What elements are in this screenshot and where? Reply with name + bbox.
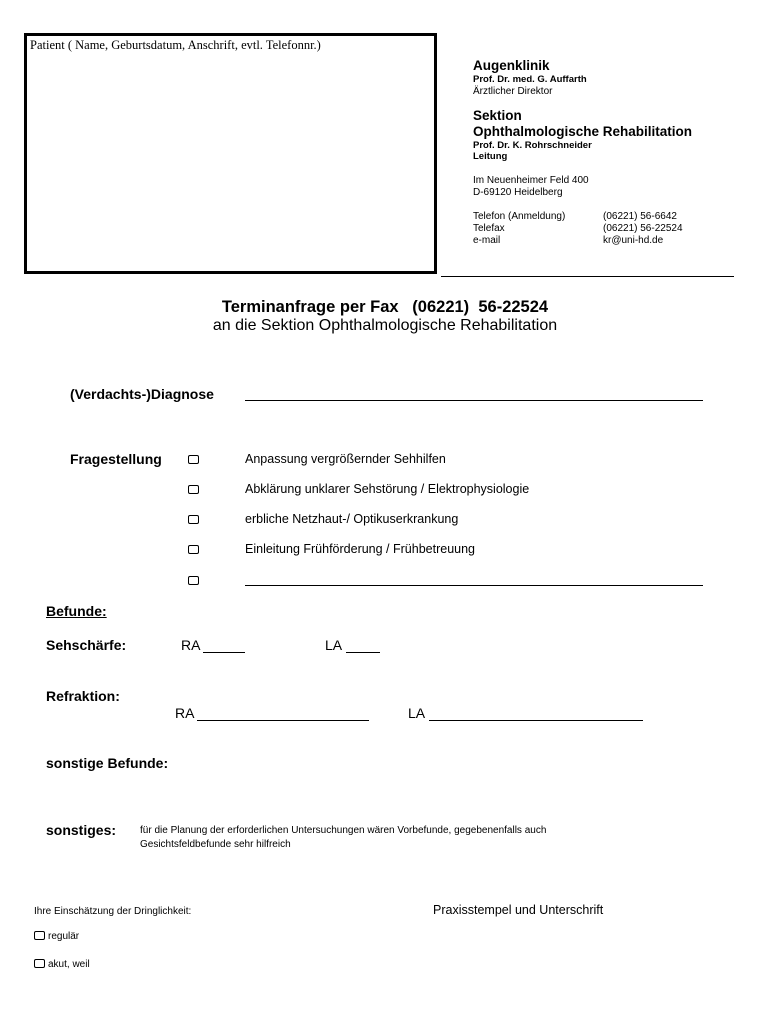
acuity-label: Sehschärfe: <box>46 637 127 653</box>
form-subtitle: an die Sektion Ophthalmologische Rehabilitation <box>212 317 558 334</box>
acuity-la-input-line[interactable] <box>346 652 380 653</box>
misc-text-line-1: für die Planung der erforderlichen Untersuchungen wären Vorbefunde, gegebenenfalls auch <box>140 825 547 836</box>
checkbox-other[interactable] <box>188 576 199 585</box>
section-name: Ophthalmologische Rehabilitation <box>473 123 693 139</box>
address-line-2: D-69120 Heidelberg <box>473 186 563 198</box>
checkbox-early-intervention[interactable] <box>188 545 199 554</box>
clinic-header <box>473 58 692 247</box>
contact-key: e-mail <box>473 234 501 246</box>
contact-phone <box>473 211 692 223</box>
other-question-input-line[interactable] <box>245 585 703 586</box>
option-label: Abklärung unklarer Sehstörung / Elektrophysiologie <box>245 482 530 496</box>
urgency-option-label: regulär <box>48 931 80 942</box>
refraction-ra-input-line[interactable] <box>197 720 369 721</box>
refraction-label: Refraktion: <box>46 688 120 704</box>
other-findings-label: sonstige Befunde: <box>46 755 169 771</box>
contact-value: kr@uni-hd.de <box>603 234 664 246</box>
diagnosis-label: (Verdachts-)Diagnose <box>70 386 214 402</box>
acuity-ra-input-line[interactable] <box>203 652 245 653</box>
section-word: Sektion <box>473 107 522 123</box>
contact-key: Telefon (Anmeldung) <box>473 210 566 222</box>
checkbox-hereditary-disease[interactable] <box>188 515 199 524</box>
contact-fax <box>473 223 692 235</box>
contact-value: (06221) 56-22524 <box>603 222 683 234</box>
contact-email <box>473 235 692 247</box>
patient-info-box[interactable] <box>24 33 437 274</box>
section-head: Prof. Dr. K. Rohrschneider <box>473 139 592 151</box>
checkbox-regular[interactable] <box>34 931 45 940</box>
clinic-director-role: Ärztlicher Direktor <box>473 85 553 97</box>
checkbox-magnifying-aids[interactable] <box>188 455 199 464</box>
option-label: erbliche Netzhaut-/ Optikuserkrankung <box>245 512 459 526</box>
question-label: Fragestellung <box>70 451 162 467</box>
contact-value: (06221) 56-6642 <box>603 210 677 222</box>
stamp-signature-label: Praxisstempel und Unterschrift <box>433 903 604 917</box>
urgency-option-label: akut, weil <box>48 959 90 970</box>
urgency-option-acute[interactable] <box>34 959 90 970</box>
urgency-option-regular[interactable] <box>34 931 79 942</box>
findings-heading: Befunde: <box>46 603 107 619</box>
patient-label: Patient ( Name, Geburtsdatum, Anschrift, evtl. Telefonnr.) <box>30 38 321 52</box>
contact-key: Telefax <box>473 222 505 234</box>
acuity-ra-label: RA <box>181 637 201 653</box>
checkbox-visual-disorder[interactable] <box>188 485 199 494</box>
acuity-la-label: LA <box>325 637 343 653</box>
refraction-la-label: LA <box>408 705 426 721</box>
misc-text-line-2: Gesichtsfeldbefunde sehr hilfreich <box>140 839 291 850</box>
urgency-label: Ihre Einschätzung der Dringlichkeit: <box>34 906 192 917</box>
refraction-la-input-line[interactable] <box>429 720 643 721</box>
checkbox-acute[interactable] <box>34 959 45 968</box>
refraction-ra-label: RA <box>175 705 195 721</box>
option-label: Einleitung Frühförderung / Frühbetreuung <box>245 542 476 556</box>
section-head-role: Leitung <box>473 151 508 163</box>
clinic-director: Prof. Dr. med. G. Auffarth <box>473 74 587 86</box>
form-title: Terminanfrage per Fax (06221) 56-22524 <box>221 298 549 316</box>
diagnosis-input-line[interactable] <box>245 400 703 401</box>
misc-label: sonstiges: <box>46 822 117 838</box>
address-line-1: Im Neuenheimer Feld 400 <box>473 174 589 186</box>
clinic-name: Augenklinik <box>473 58 550 73</box>
header-divider <box>441 276 734 277</box>
option-label: Anpassung vergrößernder Sehhilfen <box>245 452 446 466</box>
